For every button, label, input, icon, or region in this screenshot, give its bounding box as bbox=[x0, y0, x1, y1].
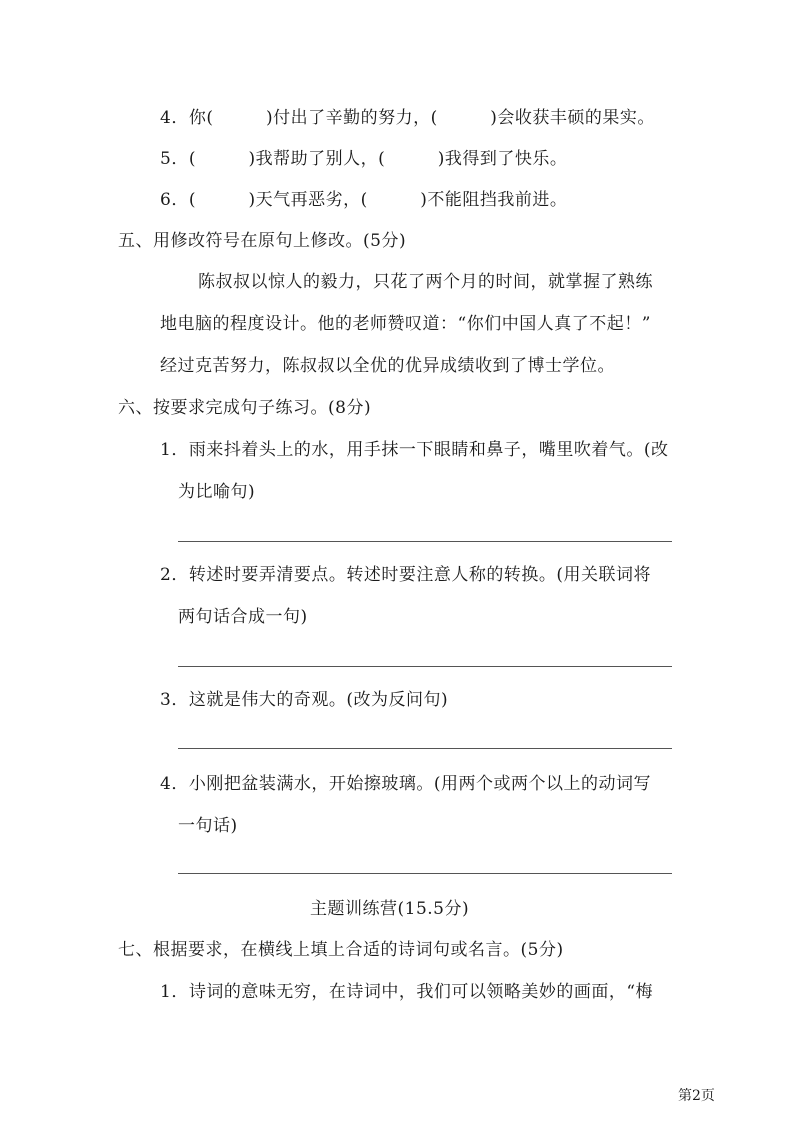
section-6-heading: 六、按要求完成句子练习。(8分) bbox=[118, 398, 372, 418]
answer-line-1[interactable] bbox=[178, 541, 672, 542]
question-1-line-2: 为比喻句) bbox=[178, 482, 256, 502]
question-4-line-2: 一句话) bbox=[178, 816, 238, 836]
fill-in-item-4: 4．你( )付出了辛勤的努力，( )会收获丰硕的果实。 bbox=[160, 108, 655, 128]
question-2-line-2: 两句话合成一句) bbox=[178, 607, 308, 627]
section-7-item-1: 1．诗词的意味无穷，在诗词中，我们可以领略美妙的画面，“梅 bbox=[160, 982, 654, 1002]
fill-in-item-5: 5．( )我帮助了别人，( )我得到了快乐。 bbox=[160, 149, 568, 169]
passage-line-3: 经过克苦努力，陈叔叔以全优的优异成绩收到了博士学位。 bbox=[160, 356, 615, 376]
passage-line-1: 陈叔叔以惊人的毅力，只花了两个月的时间，就掌握了熟练 bbox=[198, 272, 653, 292]
passage-line-2: 地电脑的程度设计。他的老师赞叹道：“你们中国人真了不起！” bbox=[160, 314, 651, 334]
section-5-heading: 五、用修改符号在原句上修改。(5分) bbox=[118, 231, 407, 251]
question-4-line-1: 4．小刚把盆装满水，开始擦玻璃。(用两个或两个以上的动词写 bbox=[160, 774, 651, 794]
section-7-heading: 七、根据要求，在横线上填上合适的诗词句或名言。(5分) bbox=[118, 940, 564, 960]
answer-line-3[interactable] bbox=[178, 748, 672, 749]
question-2-line-1: 2．转述时要弄清要点。转述时要注意人称的转换。(用关联词将 bbox=[160, 565, 651, 585]
theme-title: 主题训练营(15.5分) bbox=[310, 899, 470, 919]
question-3-line-1: 3．这就是伟大的奇观。(改为反问句) bbox=[160, 690, 449, 710]
answer-line-4[interactable] bbox=[178, 873, 672, 874]
answer-line-2[interactable] bbox=[178, 666, 672, 667]
page-number: 第2页 bbox=[678, 1088, 715, 1104]
fill-in-item-6: 6．( )天气再恶劣，( )不能阻挡我前进。 bbox=[160, 190, 568, 210]
question-1-line-1: 1．雨来抖着头上的水，用手抹一下眼睛和鼻子，嘴里吹着气。(改 bbox=[160, 440, 669, 460]
